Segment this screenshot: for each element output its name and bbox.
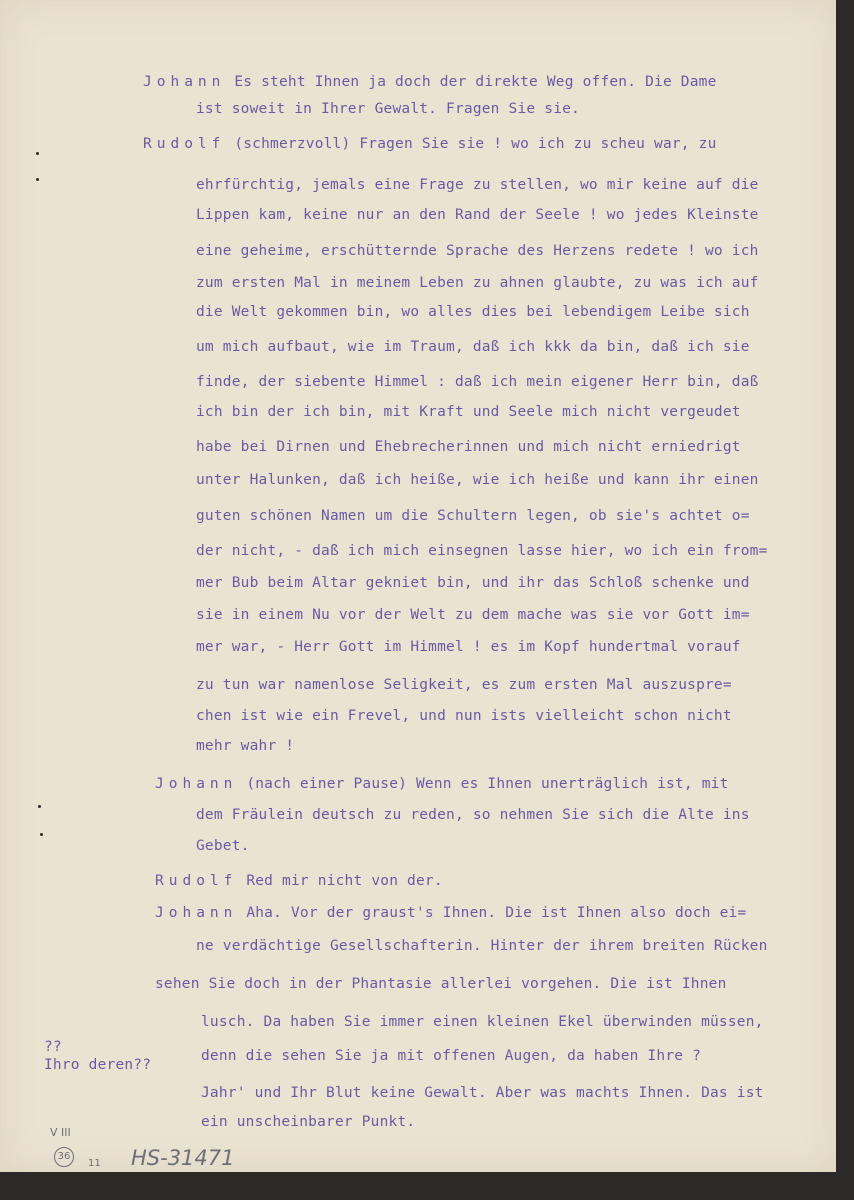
margin-note: Ihro deren?? (44, 1057, 152, 1073)
text-line: mehr wahr ! (196, 738, 295, 754)
text-line: die Welt gekommen bin, wo alles dies bei lebendigem Leibe sich (196, 304, 750, 320)
speaker-name: Rudolf (155, 873, 238, 889)
text-line: ehrfürchtig, jemals eine Frage zu stellen, wo mir keine auf die (196, 177, 759, 193)
margin-mark (36, 152, 39, 155)
margin-mark (36, 178, 39, 181)
speech-line: Johann Es steht Ihnen ja doch der direkte Weg offen. Die Dame (143, 74, 717, 90)
speech-line: Johann Aha. Vor der graust's Ihnen. Die ist Ihnen also doch ei= (155, 905, 747, 921)
text-line: sie in einem Nu vor der Welt zu dem mache was sie vor Gott im= (196, 607, 750, 623)
margin-note: ?? (44, 1039, 62, 1055)
speech-line: Rudolf (schmerzvoll) Fragen Sie sie ! wo ich zu scheu war, zu (143, 136, 717, 152)
text-line: Lippen kam, keine nur an den Rand der Seele ! wo jedes Kleinste (196, 207, 759, 223)
text-line: lusch. Da haben Sie immer einen kleinen Ekel überwinden müssen, (201, 1014, 764, 1030)
speaker-name: Johann (155, 905, 238, 921)
speech-line: Johann (nach einer Pause) Wenn es Ihnen unerträglich ist, mit (155, 776, 729, 792)
signature-shelfmark: HS-31471 (131, 1146, 235, 1170)
speaker-name: Johann (155, 776, 238, 792)
text-line: denn die sehen Sie ja mit offenen Augen, da haben Ihre ? (201, 1048, 702, 1064)
text-line: eine geheime, erschütternde Sprache des Herzens redete ! wo ich (196, 243, 759, 259)
circled-number: 36 (54, 1147, 74, 1167)
speaker-name: Johann (143, 74, 226, 90)
text-line: sehen Sie doch in der Phantasie allerlei vorgehen. Die ist Ihnen (155, 976, 727, 992)
text-line: finde, der siebente Himmel : daß ich mein eigener Herr bin, daß (196, 374, 759, 390)
text-line: chen ist wie ein Frevel, und nun ists vielleicht schon nicht (196, 708, 732, 724)
text-line: dem Fräulein deutsch zu reden, so nehmen Sie sich die Alte ins (196, 807, 750, 823)
text-line: ich bin der ich bin, mit Kraft und Seele mich nicht vergeudet (196, 404, 741, 420)
text-line: der nicht, - daß ich mich einsegnen lasse hier, wo ich ein from= (196, 543, 768, 559)
text-line: ein unscheinbarer Punkt. (201, 1114, 416, 1130)
speech-line: Rudolf Red mir nicht von der. (155, 873, 443, 889)
text-line: Jahr' und Ihr Blut keine Gewalt. Aber was machts Ihnen. Das ist (201, 1085, 764, 1101)
speaker-name: Rudolf (143, 136, 226, 152)
text-line: Gebet. (196, 838, 250, 854)
text-line: mer war, - Herr Gott im Himmel ! es im Kopf hundertmal vorauf (196, 639, 741, 655)
text-line: zum ersten Mal in meinem Leben zu ahnen glaubte, zu was ich auf (196, 275, 759, 291)
margin-mark (38, 805, 41, 808)
text-line: zu tun war namenlose Seligkeit, es zum ersten Mal auszuspre= (196, 677, 732, 693)
text-line: unter Halunken, daß ich heiße, wie ich heiße und kann ihr einen (196, 472, 759, 488)
text-line: ist soweit in Ihrer Gewalt. Fragen Sie sie. (196, 101, 580, 117)
text-line: guten schönen Namen um die Schultern legen, ob sie's achtet o= (196, 508, 750, 524)
text-line: um mich aufbaut, wie im Traum, daß ich kkk da bin, daß ich sie (196, 339, 750, 355)
roman-numeral: V III (50, 1126, 71, 1139)
text-line: ne verdächtige Gesellschafterin. Hinter der ihrem breiten Rücken (196, 938, 768, 954)
margin-mark (40, 833, 43, 836)
text-line: habe bei Dirnen und Ehebrecherinnen und mich nicht erniedrigt (196, 439, 741, 455)
folio-number: 11 (88, 1158, 101, 1169)
text-line: mer Bub beim Altar gekniet bin, und ihr das Schloß schenke und (196, 575, 750, 591)
